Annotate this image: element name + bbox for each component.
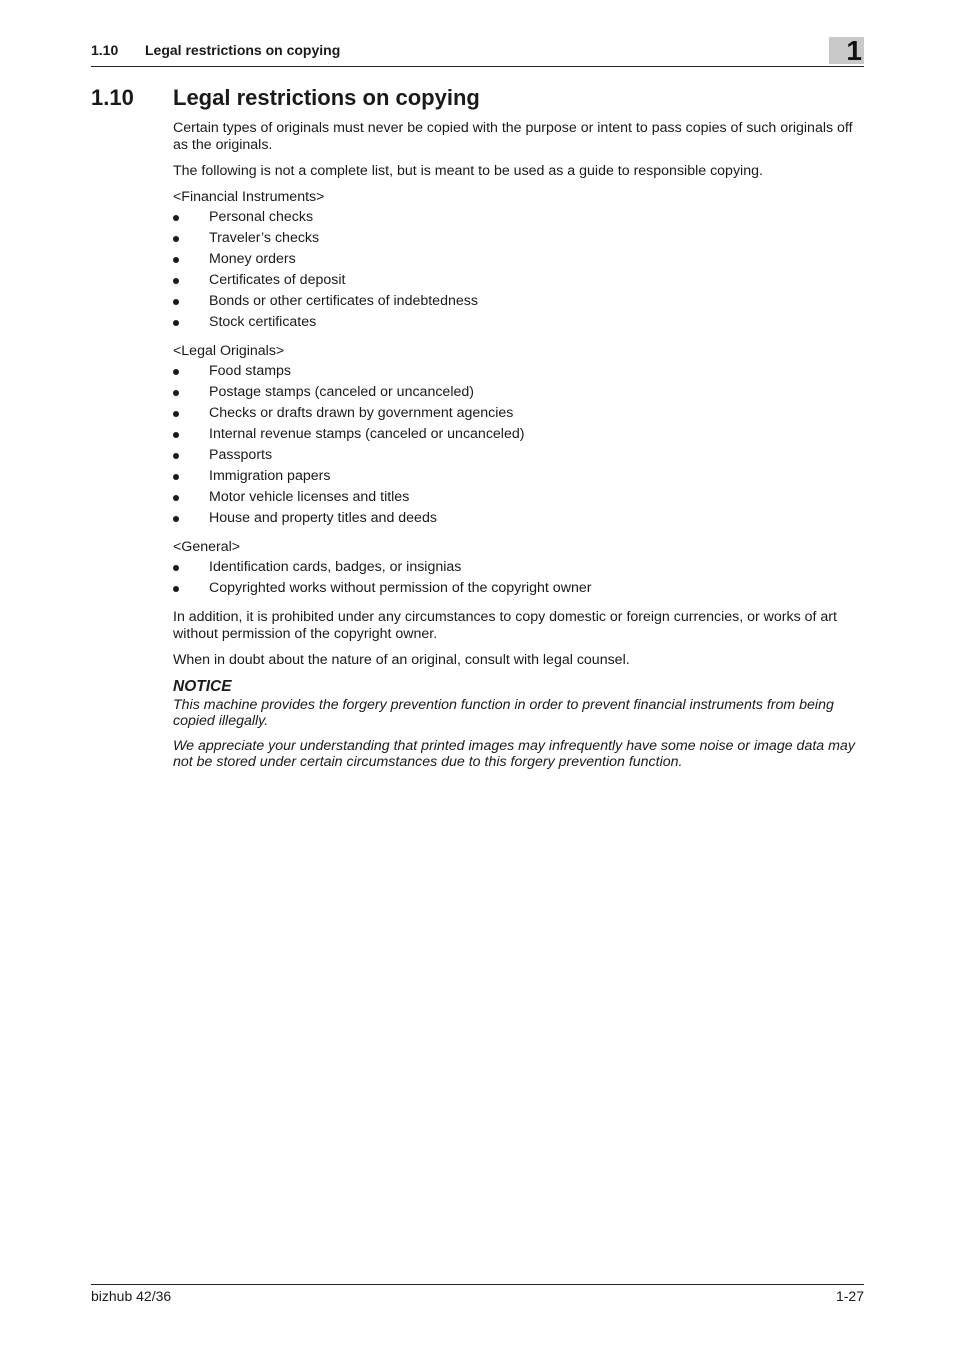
bullet-icon <box>173 474 179 480</box>
bullet-icon <box>173 369 179 375</box>
bullet-icon <box>173 257 179 263</box>
bullet-icon <box>173 299 179 305</box>
section-heading <box>91 84 480 112</box>
running-header-section-number: 1.10 <box>91 42 119 58</box>
running-header-title: Legal restrictions on copying <box>145 42 341 58</box>
list-item: House and property titles and deeds <box>173 510 865 531</box>
chapter-number: 1 <box>846 35 862 66</box>
group-label-legal: <Legal Originals> <box>173 343 285 359</box>
bullet-icon <box>173 516 179 522</box>
bullet-list-financial <box>173 209 865 335</box>
list-item: Checks or drafts drawn by government agencies <box>173 405 865 426</box>
list-item: Passports <box>173 447 865 468</box>
section-heading-number: 1.10 <box>91 85 134 110</box>
bullet-icon <box>173 236 179 242</box>
notice-title: NOTICE <box>173 678 232 695</box>
bullet-icon <box>173 453 179 459</box>
footer-page-number: 1-27 <box>835 1288 864 1304</box>
list-item: Internal revenue stamps (canceled or uncanceled) <box>173 426 865 447</box>
list-item: Money orders <box>173 251 865 272</box>
bullet-icon <box>173 215 179 221</box>
bullet-icon <box>173 565 179 571</box>
bullet-icon <box>173 278 179 284</box>
list-item: Immigration papers <box>173 468 865 489</box>
list-item: Food stamps <box>173 363 865 384</box>
group-label-financial: <Financial Instruments> <box>173 189 325 205</box>
bullet-icon <box>173 586 179 592</box>
list-item: Traveler’s checks <box>173 230 865 251</box>
list-item: Stock certificates <box>173 314 865 335</box>
notice-text: This machine provides the forgery prevention function in order to prevent financial instruments from being copied illegally. <box>173 697 834 729</box>
chapter-tab <box>829 37 864 64</box>
bullet-list-legal <box>173 363 865 531</box>
closing-paragraph: When in doubt about the nature of an original, consult with legal counsel. <box>173 652 630 668</box>
section-heading-title: Legal restrictions on copying <box>173 85 480 110</box>
list-item: Certificates of deposit <box>173 272 865 293</box>
bullet-icon <box>173 390 179 396</box>
main-content <box>173 120 865 779</box>
list-item: Motor vehicle licenses and titles <box>173 489 865 510</box>
closing-paragraph: In addition, it is prohibited under any circumstances to copy domestic or foreign currencies, or works of art without permission of the copyright owner. <box>173 609 837 642</box>
list-item: Copyrighted works without permission of the copyright owner <box>173 580 865 601</box>
bullet-icon <box>173 320 179 326</box>
bullet-icon <box>173 495 179 501</box>
bullet-icon <box>173 432 179 438</box>
intro-paragraph: Certain types of originals must never be copied with the purpose or intent to pass copies of such originals off as the originals. <box>173 120 853 153</box>
bullet-list-general <box>173 559 865 601</box>
running-header <box>91 35 864 67</box>
list-item: Postage stamps (canceled or uncanceled) <box>173 384 865 405</box>
list-item: Personal checks <box>173 209 865 230</box>
group-label-general: <General> <box>173 539 241 555</box>
list-item: Identification cards, badges, or insignias <box>173 559 865 580</box>
bullet-icon <box>173 411 179 417</box>
footer-product-name: bizhub 42/36 <box>91 1288 172 1304</box>
intro-paragraph: The following is not a complete list, but is meant to be used as a guide to responsible copying. <box>173 163 763 179</box>
page-footer <box>91 1284 864 1304</box>
list-item: Bonds or other certificates of indebtedness <box>173 293 865 314</box>
notice-text: We appreciate your understanding that printed images may infrequently have some noise or image data may not be stored under certain circumstances due to this forgery prevention function. <box>173 738 855 770</box>
